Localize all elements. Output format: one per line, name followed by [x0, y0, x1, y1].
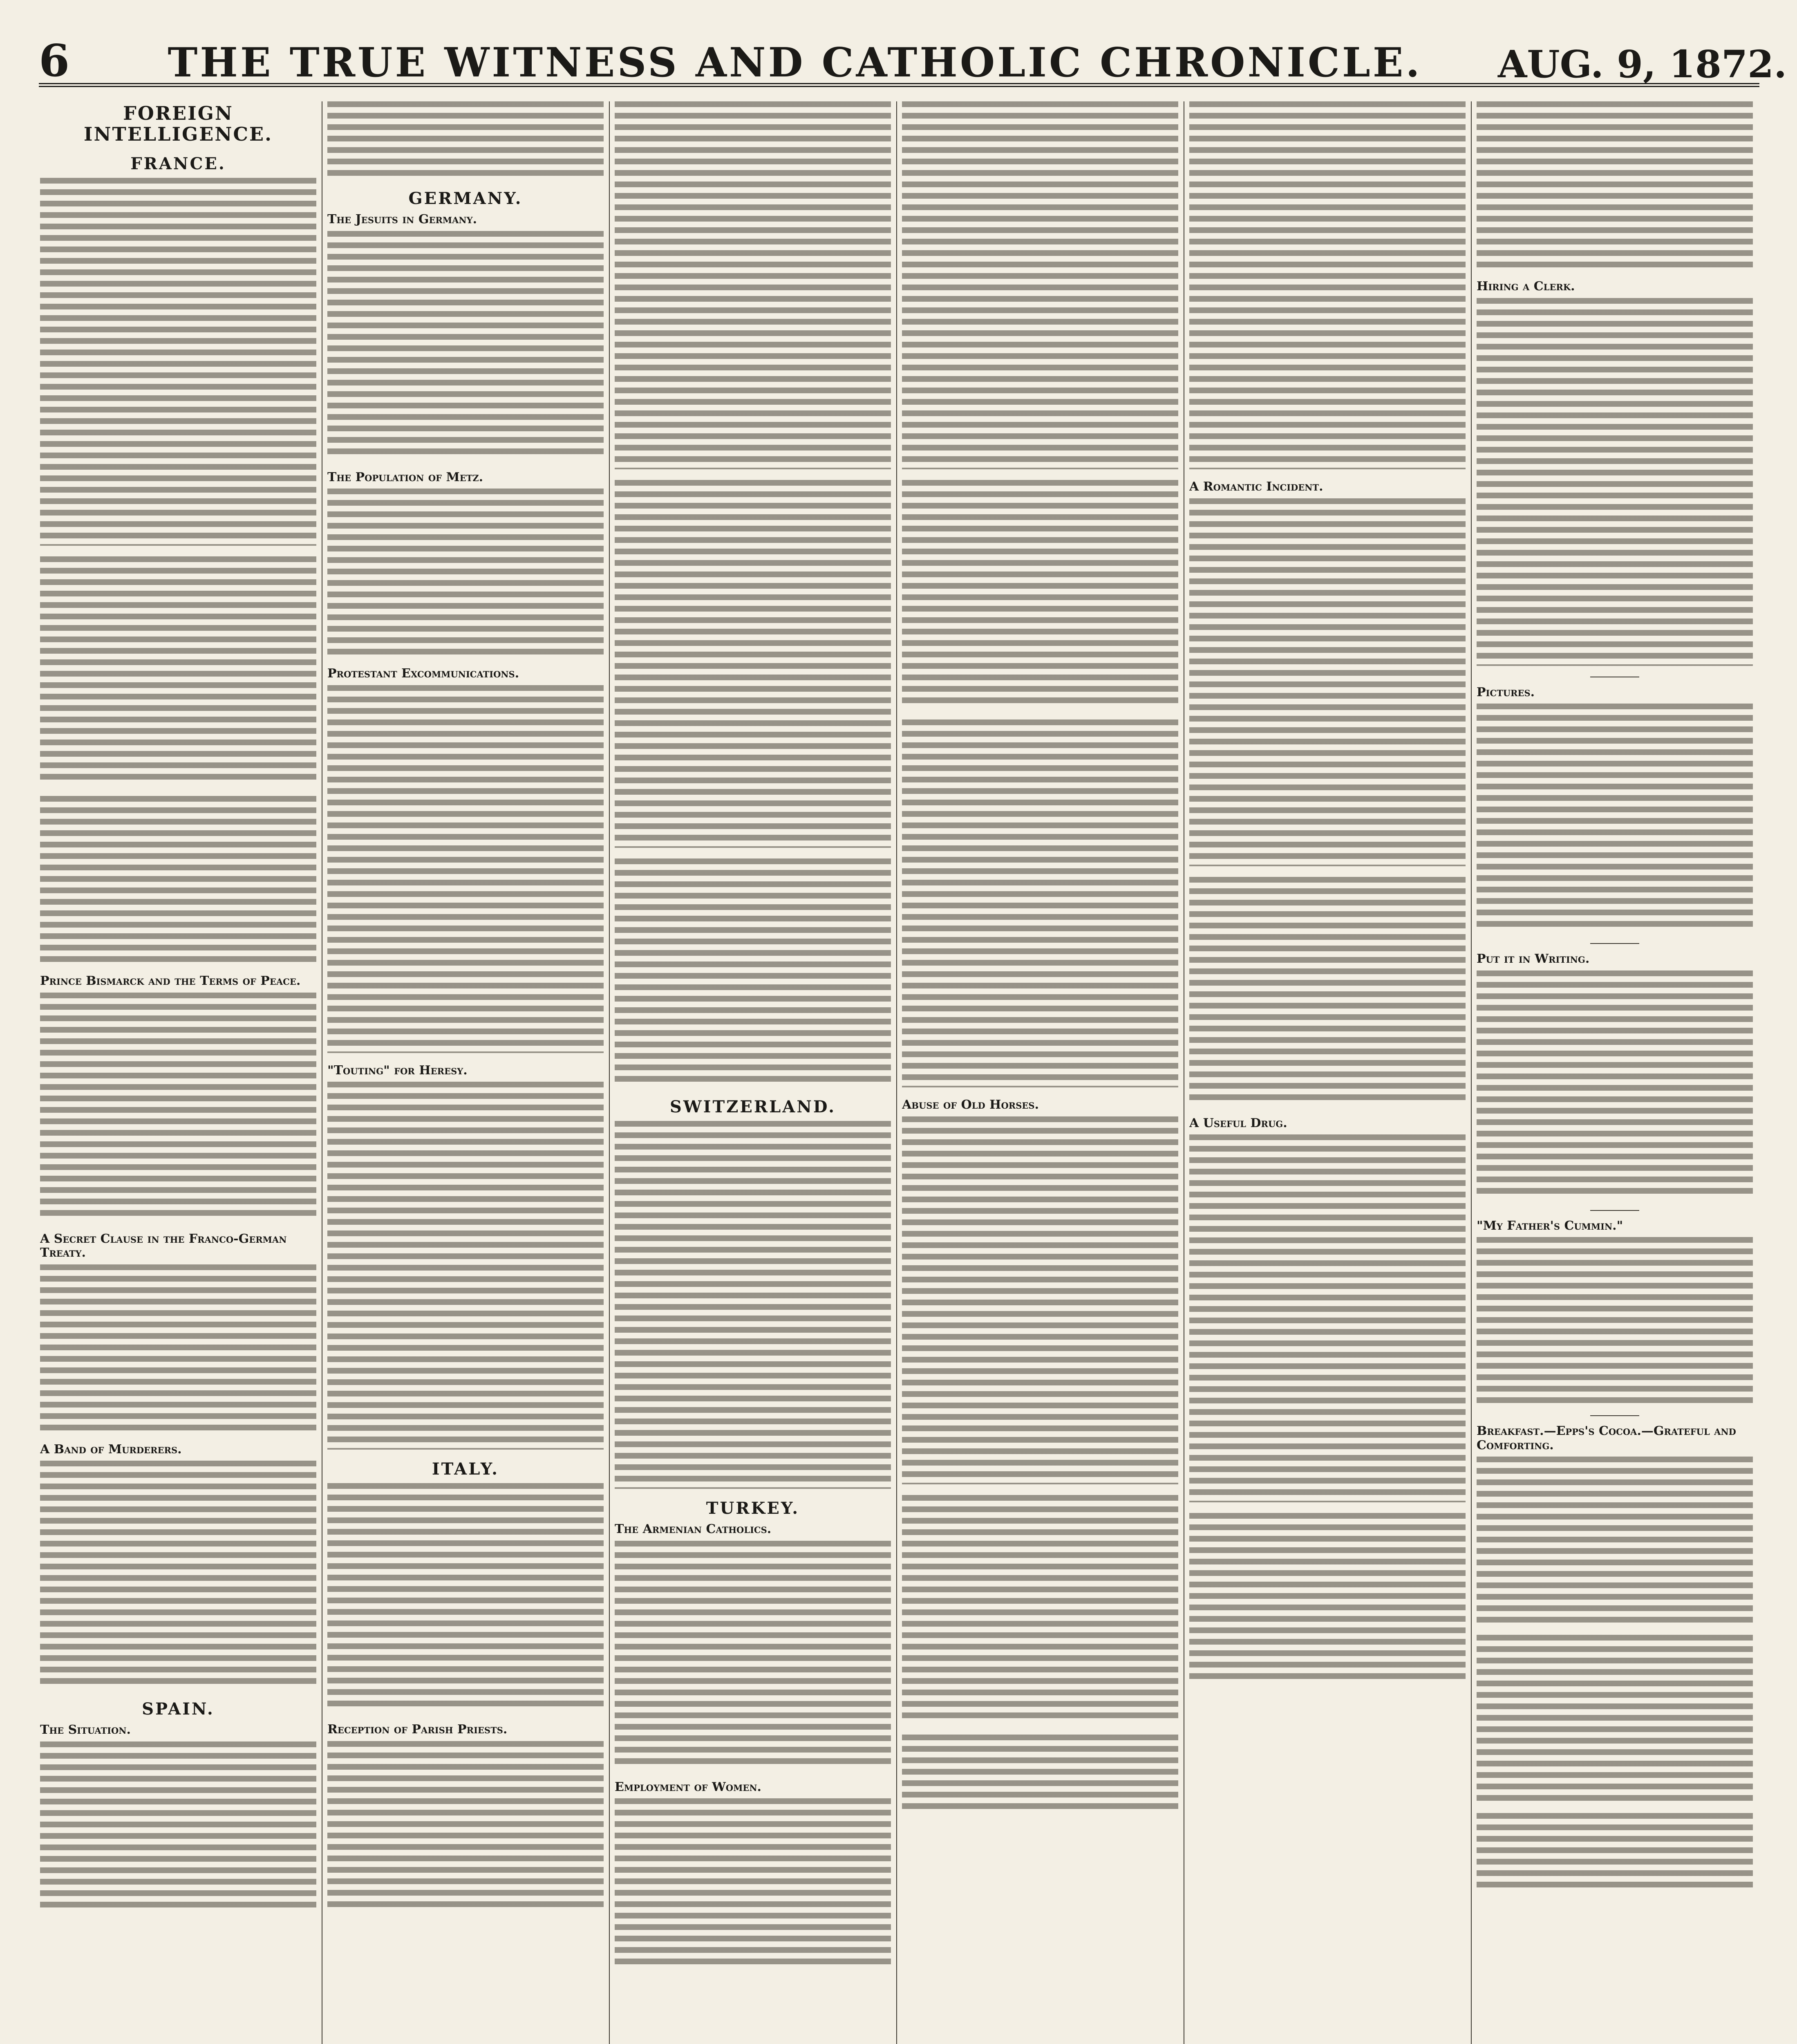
article-text	[1477, 1237, 1753, 1405]
article-text	[327, 1082, 604, 1450]
article-text	[327, 685, 604, 1053]
column-4	[902, 101, 1178, 2044]
article-text	[40, 178, 316, 546]
article-text	[1477, 704, 1753, 932]
article-text	[1477, 1457, 1753, 1624]
divider	[1590, 1415, 1639, 1416]
article-heading: Protestant Excommunications.	[327, 666, 519, 681]
article-text	[327, 489, 604, 656]
article-text	[40, 1741, 316, 1909]
page-header	[39, 35, 1787, 87]
article-heading: "Touting" for Heresy.	[327, 1063, 468, 1078]
column-2	[327, 101, 604, 2044]
article-heading: Employment of Women.	[615, 1780, 761, 1794]
article-text	[40, 993, 316, 1221]
article-heading: A Useful Drug.	[1189, 1116, 1287, 1130]
article-heading: The Population of Metz.	[327, 470, 483, 484]
article-heading: A Secret Clause in the Franco-German Treaty.	[40, 1231, 287, 1260]
article-text	[40, 796, 316, 964]
article-text	[902, 1116, 1178, 1484]
section-heading-france: FRANCE.	[130, 154, 226, 174]
article-text	[902, 101, 1178, 469]
article-text	[902, 1495, 1178, 1724]
column-rule	[896, 101, 897, 2044]
article-heading: Abuse of Old Horses.	[902, 1098, 1039, 1112]
article-text	[1477, 1635, 1753, 1802]
column-3	[615, 101, 891, 2044]
column-6	[1477, 101, 1753, 2044]
article-text	[902, 719, 1178, 1087]
masthead: THE TRUE WITNESS AND CATHOLIC CHRONICLE.	[168, 39, 1422, 86]
page-number: 6	[39, 35, 70, 87]
article-text	[1189, 498, 1466, 866]
section-heading-turkey: TURKEY.	[706, 1499, 800, 1518]
column-5	[1189, 101, 1466, 2044]
article-text	[902, 1735, 1178, 1812]
section-heading-germany: GERMANY.	[408, 189, 523, 208]
article-text	[1189, 101, 1466, 469]
article-text	[1477, 101, 1753, 269]
article-text	[1477, 970, 1753, 1199]
section-heading-spain: SPAIN.	[142, 1699, 215, 1719]
article-text	[902, 480, 1178, 709]
article-text	[40, 556, 316, 785]
article-text	[615, 101, 891, 469]
article-heading: The Jesuits in Germany.	[327, 212, 477, 226]
article-text	[1477, 298, 1753, 666]
issue-date: AUG. 9, 1872.	[1498, 42, 1787, 86]
article-text	[1189, 877, 1466, 1106]
article-text	[615, 1541, 891, 1770]
divider	[1590, 1210, 1639, 1211]
article-text	[615, 858, 891, 1087]
article-heading: A Band of Murderers.	[40, 1442, 182, 1457]
section-heading-italy: ITALY.	[432, 1459, 499, 1479]
article-heading: Reception of Parish Priests.	[327, 1722, 508, 1737]
column-rule	[609, 101, 610, 2044]
article-text	[615, 1121, 891, 1489]
divider	[1590, 943, 1639, 944]
article-text	[1477, 1813, 1753, 1891]
article-text	[615, 1798, 891, 1966]
column-rule	[1471, 101, 1472, 2044]
article-heading: Hiring a Clerk.	[1477, 279, 1575, 294]
article-heading: Breakfast.—Epps's Cocoa.—Grateful and Comforting.	[1477, 1424, 1736, 1452]
article-text	[327, 231, 604, 460]
section-heading-switzerland: SWITZERLAND.	[669, 1097, 836, 1116]
column-1	[40, 101, 316, 2044]
article-heading: Pictures.	[1477, 685, 1535, 699]
article-text	[615, 480, 891, 848]
section-heading-foreign: FOREIGN INTELLIGENCE.	[83, 102, 273, 145]
article-text	[327, 101, 604, 179]
article-heading: The Armenian Catholics.	[615, 1522, 772, 1536]
article-heading: The Situation.	[40, 1723, 131, 1737]
article-heading: Prince Bismarck and the Terms of Peace.	[40, 974, 301, 988]
article-text	[327, 1741, 604, 1909]
article-heading: "My Father's Cummin."	[1477, 1218, 1623, 1233]
article-text	[40, 1461, 316, 1690]
article-text	[1189, 1134, 1466, 1502]
article-text	[327, 1483, 604, 1712]
article-heading: A Romantic Incident.	[1189, 480, 1323, 494]
article-heading: Put it in Writing.	[1477, 952, 1590, 966]
article-text	[40, 1264, 316, 1432]
article-text	[1189, 1513, 1466, 1681]
